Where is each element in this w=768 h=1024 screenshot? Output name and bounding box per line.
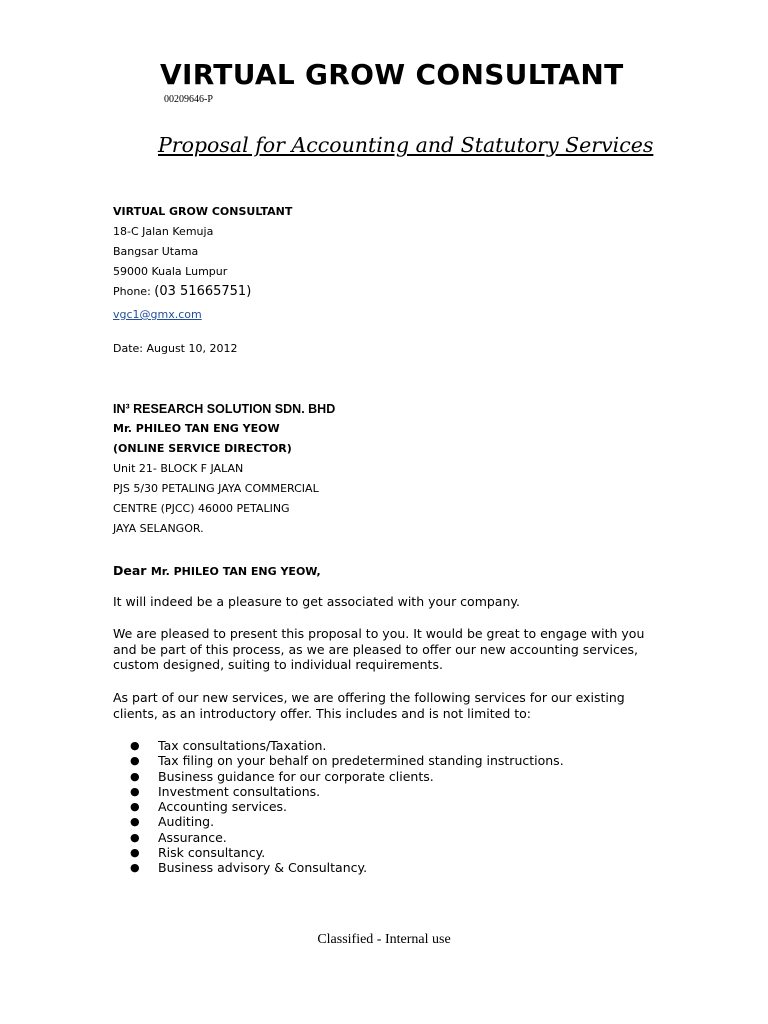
salutation-name: Mr. PHILEO TAN ENG YEOW, (150, 565, 321, 578)
registration-number: 00209646-P (164, 94, 213, 105)
body-paragraph-2 (113, 626, 644, 673)
list-item (130, 784, 564, 799)
recipient-address-block (113, 399, 335, 539)
service-text: Business guidance for our corporate clients. (158, 768, 434, 784)
services-list (130, 738, 564, 876)
service-text: Business advisory & Consultancy. (158, 860, 368, 876)
bullet-icon: ● (130, 784, 140, 798)
salutation-prefix: Dear (113, 563, 151, 578)
bullet-icon: ● (130, 815, 140, 829)
service-text: Auditing. (158, 814, 215, 830)
recipient-address-line: PJS 5/30 PETALING JAYA COMMERCIAL (113, 482, 319, 495)
sender-address-line: Bangsar Utama (113, 245, 199, 258)
list-item (130, 860, 564, 875)
list-item (130, 769, 564, 784)
bullet-icon: ● (130, 754, 140, 768)
recipient-address-line: CENTRE (PJCC) 46000 PETALING (113, 502, 290, 515)
salutation (113, 563, 321, 578)
sender-address-block (113, 202, 292, 325)
list-item (130, 753, 564, 768)
list-item (130, 814, 564, 829)
list-item (130, 845, 564, 860)
paragraph-line: custom designed, suiting to individual requirements. (113, 657, 443, 672)
recipient-position: (ONLINE SERVICE DIRECTOR) (113, 442, 292, 455)
sender-email-link[interactable]: vgc1@gmx.com (113, 308, 202, 321)
list-item (130, 799, 564, 814)
service-text: Tax consultations/Taxation. (158, 738, 327, 753)
bullet-icon: ● (130, 800, 140, 814)
paragraph-line: clients, as an introductory offer. This includes and is not limited to: (113, 705, 532, 721)
paragraph-line: We are pleased to present this proposal to you. It would be great to engage with you (113, 626, 645, 641)
recipient-address-line: JAYA SELANGOR. (113, 522, 204, 535)
letter-date: Date: August 10, 2012 (113, 342, 238, 355)
recipient-name: Mr. PHILEO TAN ENG YEOW (113, 422, 280, 435)
service-text: Risk consultancy. (158, 845, 266, 861)
recipient-company: IN³ RESEARCH SOLUTION SDN. BHD (113, 402, 336, 416)
sender-phone (113, 282, 292, 302)
service-text: Assurance. (158, 829, 227, 845)
body-paragraph-1: It will indeed be a pleasure to get associated with your company. (113, 594, 520, 609)
body-paragraph-3 (113, 690, 625, 721)
sender-address-line: 59000 Kuala Lumpur (113, 265, 228, 278)
sender-name: VIRTUAL GROW CONSULTANT (113, 205, 293, 218)
list-item (130, 830, 564, 845)
paragraph-line: As part of our new services, we are offering the following services for our existing (113, 690, 625, 705)
bullet-icon: ● (130, 830, 140, 844)
bullet-icon: ● (130, 739, 140, 752)
paragraph-line: and be part of this process, as we are pleased to offer our new accounting services, (113, 641, 639, 657)
proposal-title: Proposal for Accounting and Statutory Services (158, 133, 654, 157)
footer-classification: Classified - Internal use (317, 932, 451, 947)
bullet-icon: ● (130, 861, 140, 875)
bullet-icon: ● (130, 769, 140, 783)
phone-number: (03 51665751) (154, 284, 252, 299)
list-item (130, 738, 564, 753)
service-text: Accounting services. (158, 799, 288, 815)
service-text: Tax filing on your behalf on predetermined standing instructions. (158, 753, 564, 769)
bullet-icon: ● (130, 846, 140, 860)
company-title: VIRTUAL GROW CONSULTANT (160, 58, 624, 91)
service-text: Investment consultations. (158, 783, 321, 799)
phone-label: Phone: (113, 285, 155, 298)
sender-email-row (113, 305, 292, 325)
sender-address-line: 18-C Jalan Kemuja (113, 225, 214, 238)
recipient-address-line: Unit 21- BLOCK F JALAN (113, 462, 244, 475)
